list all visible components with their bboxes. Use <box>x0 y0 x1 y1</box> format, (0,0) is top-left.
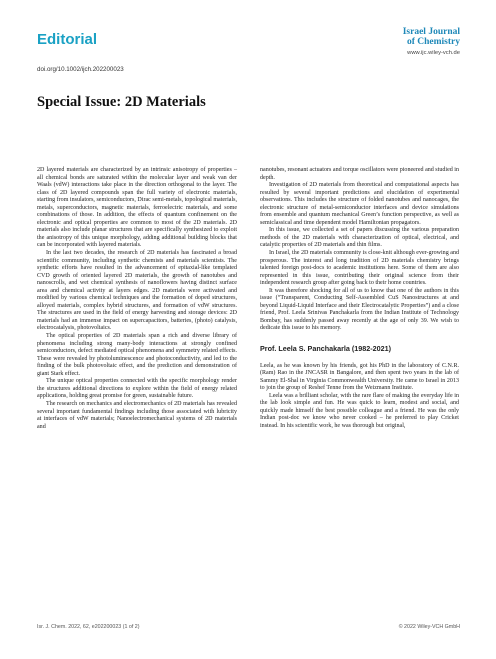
paragraph: In this issue, we collected a set of papers discussing the various preparation methods of the 2D materials with characterization of optical, electrical, and catalytic properties of 2D materials and thin films. <box>260 227 459 249</box>
article-title: Special Issue: 2D Materials <box>37 94 206 110</box>
footer-copyright: © 2022 Wiley-VCH GmbH <box>398 624 460 630</box>
paragraph: The research on mechanics and electromechanics of 2D materials has revealed several important fundamental findings including those associated with lubricity at interfaces of vdW materials; Nanoelectromechanical systems of 2D materials and <box>37 400 237 430</box>
paragraph: It was therefore shocking for all of us to know that one of the authors in this issue (“Transparent, Conducting Self-Assembled CuS Nanostructures at and beyond Liquid-Liquid Interface and their Electrocatalytic Properties”) and a close friend, Prof. Leela Srinivas Panchakarla from the Indian Institute of Technology Bombay, has suddenly passed away recently at the age of only 39. We wish to dedicate this issue to his memory. <box>260 287 459 332</box>
journal-logo <box>403 27 460 47</box>
journal-url[interactable]: www.ijc.wiley-vch.de <box>407 50 460 56</box>
paragraph: The optical properties of 2D materials span a rich and diverse library of phenomena including strong many-body interactions at strongly confined semiconductors, defect mediated optical phenomena and symmetry related effects. These were revealed by photoluminescence and photoconductivity, and led to the finding of the bulk photovoltaic effect, and the prediction and demonstration of giant Stark effect. <box>37 333 237 377</box>
doi-link[interactable]: doi.org/10.1002/ijch.202200023 <box>37 66 124 73</box>
paragraph: 2D layered materials are characterized by an intrinsic anisotropy of properties – all chemical bonds are saturated within the molecular layer and weak van der Waals (vdW) interactions take place in the direction orthogonal to the layer. The class of 2D layered compounds span the full variety of electronic materials, starting from insulators, semiconductors, Dirac semi-metals, topological materials, metals, superconductors, magnetic materials, ferroelectric materials, and some combinations of those. In addition, the effects of quantum confinement on the electronic and optical properties are common to most of the 2D materials. 2D materials also include planar structures that are specifically synthesized to exploit the anisotropy of this unique morphology, adding additional building blocks that can be incorporated with layered materials. <box>37 167 238 249</box>
section-subheading: Prof. Leela S. Panchakarla (1982-2021) <box>260 344 392 354</box>
section-label: Editorial <box>37 31 98 48</box>
left-column <box>37 167 237 431</box>
paragraph: In Israel, the 2D materials community is close-knit although ever-growing and prosperous. The interest and long tradition of 2D materials chemistry brings talented foreign post-docs to academic institutions here. Some of them are also represented in this issue, contributing their original science from their independent research group after going back to their home countries. <box>260 250 459 287</box>
paragraph: In the last two decades, the research of 2D materials has fascinated a broad scientific community, including synthetic chemists and materials scientists. The synthetic efforts have resulted in the advancement of epitaxial-like templated CVD growth of oriented layered 2D materials, the growth of nanotubes and nanoscrolls, and wet chemical synthesis of nanoflowers having distinct surface area and chemical activity at layers edges. 2D materials were activated and modified by various chemical techniques and the formation of doped structures, alloyed materials, complex hybrid structures, and formation of vdW structures. The structures are used in the field of energy harvesting and storage devices: 2D materials had an immense impact on supercapacitors, batteries, (photo) catalysis, electrocatalysis, photovoltaics. <box>37 250 237 332</box>
paragraph: Investigation of 2D materials from theoretical and computational aspects has resulted by several important predictions and elucidation of experimental observations. This includes the structure of folded nanotubes and nanocages, the electronic structure of metal-semiconductor interfaces and device simulations from ensemble and quantum mechanical Green’s function perspective, as well as semiclassical and time dependent model Hamiltonian propagators. <box>260 182 459 226</box>
paragraph: The unique optical properties connected with the specific morphology render the structures additional directions to explore within the field of energy related applications, holding great promise for green, sustainable future. <box>37 378 237 400</box>
paragraph: Leela, as he was known by his friends, got his PhD in the laboratory of C.N.R. (Ram) Rao in the JNCASR in Bangalore, and then spent two years in the lab of Sammy El-Shal in Virginia Commonwealth University. He came to Israel in 2013 to join the group of Reshef Tenne from the Weizmann Institute. <box>260 362 459 392</box>
journal-name-line2: of Chemistry <box>406 37 460 47</box>
paragraph: Leela was a brilliant scholar, with the rare flare of making the everyday life in the lab look simple and fun. He was quick to learn, modest and social, and quickly made himself the best possible colleague and a friend. He was the only Indian post-doc we know who never cooked – he preferred to play Cricket instead. In his scientific work, he was thorough but original, <box>260 392 459 429</box>
right-column <box>260 167 459 431</box>
paragraph: nanotubes, resonant actuators and torque oscillators were pioneered and studied in depth. <box>260 167 459 181</box>
footer-citation: Isr. J. Chem. 2022, 62, e202200023 (1 of 2) <box>37 624 140 630</box>
journal-name-line1: Israel Journal <box>402 27 460 37</box>
